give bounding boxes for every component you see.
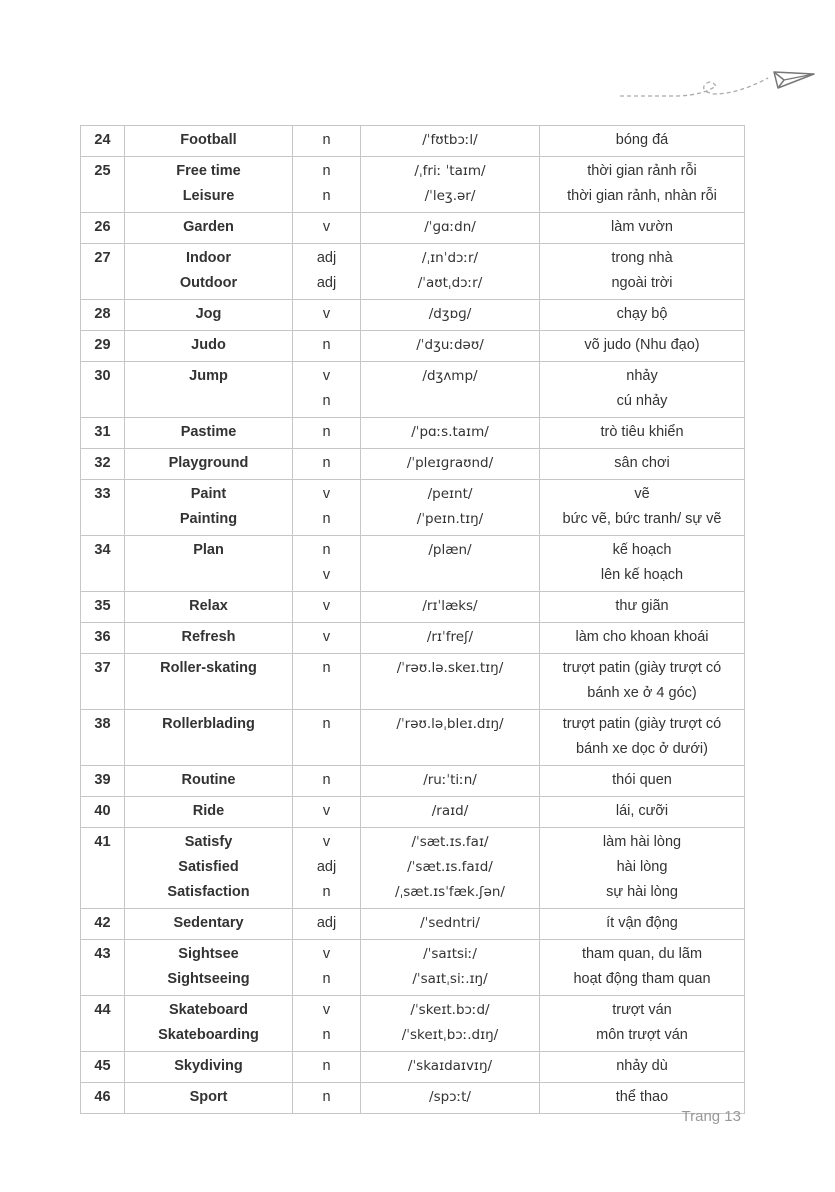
entry-number-cell — [81, 536, 125, 592]
meaning: lái, cưỡi — [615, 803, 669, 819]
pronunciation: /ˈsaɪtˌsiː.ɪŋ/ — [412, 971, 488, 987]
pronunciation: /ˌɪnˈdɔːr/ — [421, 250, 479, 266]
word-type-cell — [293, 828, 361, 909]
word: Satisfy — [184, 834, 233, 850]
word-type-cell — [293, 996, 361, 1052]
entry-number: 31 — [94, 424, 111, 440]
pronunciation: /peɪnt/ — [427, 486, 473, 502]
word: Pastime — [180, 424, 237, 440]
word: Rollerblading — [162, 716, 255, 732]
table-row — [81, 797, 745, 828]
meaning-cell — [540, 592, 745, 623]
entry-number-cell — [81, 418, 125, 449]
word-type-cell — [293, 766, 361, 797]
pronunciation: /ˈsæt.ɪs.faɪ/ — [411, 834, 489, 850]
pronunciation: /ˈdʒuːdəʊ/ — [416, 337, 484, 353]
table-row — [81, 710, 745, 766]
pronunciation: /ˈɡɑːdn/ — [424, 219, 476, 235]
entry-number-cell — [81, 157, 125, 213]
word-type: n — [322, 132, 331, 148]
pronunciation-cell — [361, 300, 540, 331]
word-type-cell — [293, 126, 361, 157]
word: Satisfied — [178, 859, 239, 875]
entry-number-cell — [81, 797, 125, 828]
pronunciation: /ˈskeɪt.bɔːd/ — [410, 1002, 490, 1018]
word-type: v — [322, 567, 331, 583]
pronunciation: /ˈrəʊ.ləˌbleɪ.dɪŋ/ — [396, 716, 504, 732]
entry-number-cell — [81, 1052, 125, 1083]
meaning: thời gian rảnh rỗi — [587, 163, 697, 179]
word-type: v — [322, 946, 331, 962]
meaning-cell — [540, 828, 745, 909]
meaning: nhảy — [626, 368, 658, 384]
word: Skateboard — [169, 1002, 248, 1018]
pronunciation-cell — [361, 996, 540, 1052]
word-cell — [125, 480, 293, 536]
meaning: hài lòng — [616, 859, 668, 875]
word: Sport — [189, 1089, 228, 1105]
entry-number: 32 — [94, 455, 111, 471]
entry-number: 25 — [94, 163, 111, 179]
meaning-cell — [540, 623, 745, 654]
entry-number: 30 — [94, 368, 111, 384]
meaning: nhảy dù — [616, 1058, 668, 1074]
word-cell — [125, 592, 293, 623]
word: Skateboarding — [158, 1027, 259, 1043]
entry-number: 27 — [94, 250, 111, 266]
entry-number-cell — [81, 213, 125, 244]
pronunciation-cell — [361, 710, 540, 766]
meaning: cú nhảy — [616, 393, 668, 409]
entry-number: 35 — [94, 598, 111, 614]
pronunciation: /ˈsedntri/ — [420, 915, 480, 931]
word-type: adj — [316, 915, 337, 931]
word: Painting — [179, 511, 238, 527]
meaning-cell — [540, 213, 745, 244]
word-cell — [125, 362, 293, 418]
entry-number-cell — [81, 126, 125, 157]
pronunciation: /ˈrəʊ.lə.skeɪ.tɪŋ/ — [396, 660, 504, 676]
word: Routine — [181, 772, 236, 788]
pronunciation-cell — [361, 828, 540, 909]
word-type-cell — [293, 536, 361, 592]
table-row — [81, 362, 745, 418]
meaning: làm vườn — [611, 219, 673, 235]
pronunciation-cell — [361, 1052, 540, 1083]
meaning: lên kế hoạch — [600, 567, 684, 583]
entry-number-cell — [81, 996, 125, 1052]
entry-number-cell — [81, 592, 125, 623]
meaning-cell — [540, 710, 745, 766]
word: Leisure — [182, 188, 235, 204]
word-cell — [125, 213, 293, 244]
pronunciation-cell — [361, 331, 540, 362]
pronunciation: /ˌfriː ˈtaɪm/ — [414, 163, 486, 179]
word: Indoor — [185, 250, 232, 266]
word-type-cell — [293, 157, 361, 213]
word-cell — [125, 766, 293, 797]
pronunciation-cell — [361, 126, 540, 157]
pronunciation-cell — [361, 157, 540, 213]
word-type-cell — [293, 449, 361, 480]
pronunciation-cell — [361, 244, 540, 300]
word: Football — [180, 132, 237, 148]
entry-number: 42 — [94, 915, 111, 931]
entry-number: 46 — [94, 1089, 111, 1105]
table-row — [81, 126, 745, 157]
entry-number-cell — [81, 480, 125, 536]
word-type: v — [322, 219, 331, 235]
meaning: tham quan, du lãm — [581, 946, 703, 962]
word-cell — [125, 909, 293, 940]
word-cell — [125, 710, 293, 766]
word-type: v — [322, 629, 331, 645]
meaning-cell — [540, 797, 745, 828]
pronunciation: /ˈsaɪtsiː/ — [423, 946, 477, 962]
page-number: Trang 13 — [681, 1108, 741, 1125]
entry-number: 33 — [94, 486, 111, 502]
entry-number-cell — [81, 828, 125, 909]
pronunciation: /ˈpɑːs.taɪm/ — [411, 424, 489, 440]
table-row — [81, 331, 745, 362]
word-type-cell — [293, 592, 361, 623]
word-type-cell — [293, 1083, 361, 1114]
meaning: trượt patin (giày trượt có — [562, 660, 722, 676]
entry-number-cell — [81, 331, 125, 362]
table-row — [81, 213, 745, 244]
pronunciation-cell — [361, 418, 540, 449]
word: Refresh — [181, 629, 236, 645]
word-type-cell — [293, 331, 361, 362]
pronunciation: /ˈskaɪdaɪvɪŋ/ — [407, 1058, 493, 1074]
word: Roller-skating — [160, 660, 257, 676]
word: Garden — [183, 219, 234, 235]
word-type-cell — [293, 213, 361, 244]
meaning-cell — [540, 536, 745, 592]
word-type: n — [322, 716, 331, 732]
meaning-cell — [540, 996, 745, 1052]
word-cell — [125, 797, 293, 828]
entry-number-cell — [81, 623, 125, 654]
word: Sedentary — [173, 915, 244, 931]
word-cell — [125, 244, 293, 300]
paper-plane-icon — [618, 58, 818, 106]
word-type-cell — [293, 940, 361, 996]
meaning-cell — [540, 654, 745, 710]
word-cell — [125, 654, 293, 710]
meaning: thể thao — [615, 1089, 669, 1105]
entry-number: 44 — [94, 1002, 111, 1018]
table-row — [81, 766, 745, 797]
word-type-cell — [293, 654, 361, 710]
word-type: n — [322, 1027, 331, 1043]
word-type-cell — [293, 710, 361, 766]
table-row — [81, 449, 745, 480]
pronunciation: /ruːˈtiːn/ — [423, 772, 477, 788]
meaning-cell — [540, 940, 745, 996]
table-row — [81, 828, 745, 909]
pronunciation-cell — [361, 654, 540, 710]
entry-number: 39 — [94, 772, 111, 788]
meaning: bóng đá — [615, 132, 669, 148]
word: Sightseeing — [167, 971, 250, 987]
entry-number: 43 — [94, 946, 111, 962]
meaning-cell — [540, 300, 745, 331]
word-type: adj — [316, 250, 337, 266]
meaning: ngoài trời — [611, 275, 673, 291]
pronunciation: /ˈleʒ.ər/ — [424, 188, 476, 204]
table-row — [81, 1083, 745, 1114]
word-type: n — [322, 163, 331, 179]
entry-number: 26 — [94, 219, 111, 235]
pronunciation-cell — [361, 213, 540, 244]
word-type: n — [322, 542, 331, 558]
word-type: n — [322, 455, 331, 471]
word-type: n — [322, 1089, 331, 1105]
entry-number-cell — [81, 654, 125, 710]
entry-number: 41 — [94, 834, 111, 850]
word-type: v — [322, 368, 331, 384]
word-cell — [125, 536, 293, 592]
pronunciation: /rɪˈfreʃ/ — [426, 629, 474, 645]
word-type-cell — [293, 244, 361, 300]
pronunciation: /ˈpeɪn.tɪŋ/ — [416, 511, 484, 527]
entry-number-cell — [81, 300, 125, 331]
vocabulary-table-body — [81, 126, 745, 1114]
pronunciation-cell — [361, 766, 540, 797]
word-type-cell — [293, 909, 361, 940]
pronunciation: /raɪd/ — [431, 803, 469, 819]
meaning-cell — [540, 1052, 745, 1083]
entry-number: 36 — [94, 629, 111, 645]
word: Sightsee — [178, 946, 239, 962]
entry-number-cell — [81, 710, 125, 766]
word-type: adj — [316, 859, 337, 875]
pronunciation: /ˈfʊtbɔːl/ — [422, 132, 478, 148]
word-cell — [125, 449, 293, 480]
meaning: thư giãn — [615, 598, 669, 614]
word-cell — [125, 996, 293, 1052]
pronunciation: /rɪˈlæks/ — [422, 598, 478, 614]
entry-number-cell — [81, 940, 125, 996]
pronunciation-cell — [361, 797, 540, 828]
table-row — [81, 909, 745, 940]
meaning-cell — [540, 480, 745, 536]
pronunciation: /dʒʌmp/ — [422, 368, 478, 384]
vocabulary-table — [80, 125, 745, 1114]
meaning: ít vận động — [606, 915, 678, 931]
word-type: v — [322, 598, 331, 614]
word-type: n — [322, 772, 331, 788]
meaning: thói quen — [612, 772, 672, 788]
meaning: trượt patin (giày trượt có — [562, 716, 722, 732]
pronunciation: /spɔːt/ — [429, 1089, 471, 1105]
word: Outdoor — [179, 275, 238, 291]
word: Plan — [193, 542, 224, 558]
word-type-cell — [293, 797, 361, 828]
meaning-cell — [540, 766, 745, 797]
word-cell — [125, 418, 293, 449]
word-type-cell — [293, 480, 361, 536]
word-cell — [125, 1052, 293, 1083]
pronunciation-cell — [361, 940, 540, 996]
word-type: n — [322, 884, 331, 900]
entry-number-cell — [81, 909, 125, 940]
meaning: thời gian rảnh, nhàn rỗi — [567, 188, 717, 204]
table-row — [81, 300, 745, 331]
pronunciation-cell — [361, 909, 540, 940]
pronunciation-cell — [361, 362, 540, 418]
word: Judo — [191, 337, 226, 353]
meaning: bánh xe dọc ở dưới) — [576, 741, 708, 757]
entry-number: 40 — [94, 803, 111, 819]
word: Paint — [190, 486, 227, 502]
table-row — [81, 996, 745, 1052]
word-cell — [125, 126, 293, 157]
word-cell — [125, 157, 293, 213]
pronunciation: /ˈskeɪtˌbɔː.dɪŋ/ — [401, 1027, 499, 1043]
pronunciation-cell — [361, 592, 540, 623]
pronunciation: /ˈsæt.ɪs.faɪd/ — [407, 859, 493, 875]
word-type: n — [322, 188, 331, 204]
table-row — [81, 536, 745, 592]
meaning: võ judo (Nhu đạo) — [584, 337, 700, 353]
entry-number-cell — [81, 1083, 125, 1114]
word-type-cell — [293, 362, 361, 418]
pronunciation-cell — [361, 1083, 540, 1114]
word-type: n — [322, 660, 331, 676]
entry-number: 24 — [94, 132, 111, 148]
word-type: n — [322, 511, 331, 527]
meaning: trò tiêu khiển — [600, 424, 684, 440]
word: Jump — [189, 368, 228, 384]
meaning-cell — [540, 909, 745, 940]
pronunciation-cell — [361, 623, 540, 654]
word-type-cell — [293, 300, 361, 331]
pronunciation: /plæn/ — [428, 542, 472, 558]
word-type-cell — [293, 623, 361, 654]
meaning: chạy bộ — [616, 306, 668, 322]
entry-number: 37 — [94, 660, 111, 676]
pronunciation-cell — [361, 536, 540, 592]
meaning: bánh xe ở 4 góc) — [587, 685, 697, 701]
table-row — [81, 654, 745, 710]
pronunciation-cell — [361, 449, 540, 480]
entry-number: 28 — [94, 306, 111, 322]
meaning: làm hài lòng — [602, 834, 682, 850]
pronunciation: /ˈaʊtˌdɔːr/ — [417, 275, 483, 291]
meaning: môn trượt ván — [596, 1027, 688, 1043]
word: Jog — [195, 306, 222, 322]
word-type: v — [322, 1002, 331, 1018]
pronunciation: /ˌsæt.ɪsˈfæk.ʃən/ — [395, 884, 505, 900]
meaning: bức vẽ, bức tranh/ sự vẽ — [562, 511, 722, 527]
entry-number: 45 — [94, 1058, 111, 1074]
meaning-cell — [540, 331, 745, 362]
word-type: v — [322, 834, 331, 850]
table-row — [81, 623, 745, 654]
word-type: adj — [316, 275, 337, 291]
table-row — [81, 1052, 745, 1083]
word-cell — [125, 623, 293, 654]
word-type: v — [322, 306, 331, 322]
word: Playground — [168, 455, 249, 471]
word: Free time — [176, 163, 241, 179]
meaning-cell — [540, 449, 745, 480]
word: Satisfaction — [167, 884, 250, 900]
meaning-cell — [540, 126, 745, 157]
word-type: v — [322, 486, 331, 502]
word: Relax — [189, 598, 228, 614]
table-row — [81, 244, 745, 300]
word-type: n — [322, 337, 331, 353]
word-cell — [125, 1083, 293, 1114]
meaning: sân chơi — [614, 455, 670, 471]
table-row — [81, 592, 745, 623]
meaning: sự hài lòng — [606, 884, 678, 900]
meaning: hoạt động tham quan — [573, 971, 711, 987]
word: Skydiving — [174, 1058, 243, 1074]
meaning-cell — [540, 418, 745, 449]
pronunciation: /dʒɒɡ/ — [428, 306, 472, 322]
meaning-cell — [540, 362, 745, 418]
entry-number-cell — [81, 244, 125, 300]
entry-number-cell — [81, 362, 125, 418]
pronunciation-cell — [361, 480, 540, 536]
meaning-cell — [540, 157, 745, 213]
meaning: trượt ván — [612, 1002, 672, 1018]
meaning: trong nhà — [611, 250, 673, 266]
word-type: n — [322, 393, 331, 409]
entry-number: 29 — [94, 337, 111, 353]
word-cell — [125, 940, 293, 996]
word-type-cell — [293, 418, 361, 449]
table-row — [81, 418, 745, 449]
word-type: n — [322, 424, 331, 440]
table-row — [81, 480, 745, 536]
table-row — [81, 940, 745, 996]
word-type-cell — [293, 1052, 361, 1083]
meaning: làm cho khoan khoái — [575, 629, 709, 645]
meaning: vẽ — [634, 486, 650, 502]
meaning: kế hoạch — [612, 542, 672, 558]
word-type: n — [322, 1058, 331, 1074]
word: Ride — [192, 803, 225, 819]
entry-number-cell — [81, 766, 125, 797]
meaning-cell — [540, 244, 745, 300]
pronunciation: /ˈpleɪɡraʊnd/ — [406, 455, 494, 471]
entry-number: 34 — [94, 542, 111, 558]
table-row — [81, 157, 745, 213]
word-type: n — [322, 971, 331, 987]
word-type: v — [322, 803, 331, 819]
word-cell — [125, 300, 293, 331]
entry-number: 38 — [94, 716, 111, 732]
entry-number-cell — [81, 449, 125, 480]
word-cell — [125, 828, 293, 909]
word-cell — [125, 331, 293, 362]
